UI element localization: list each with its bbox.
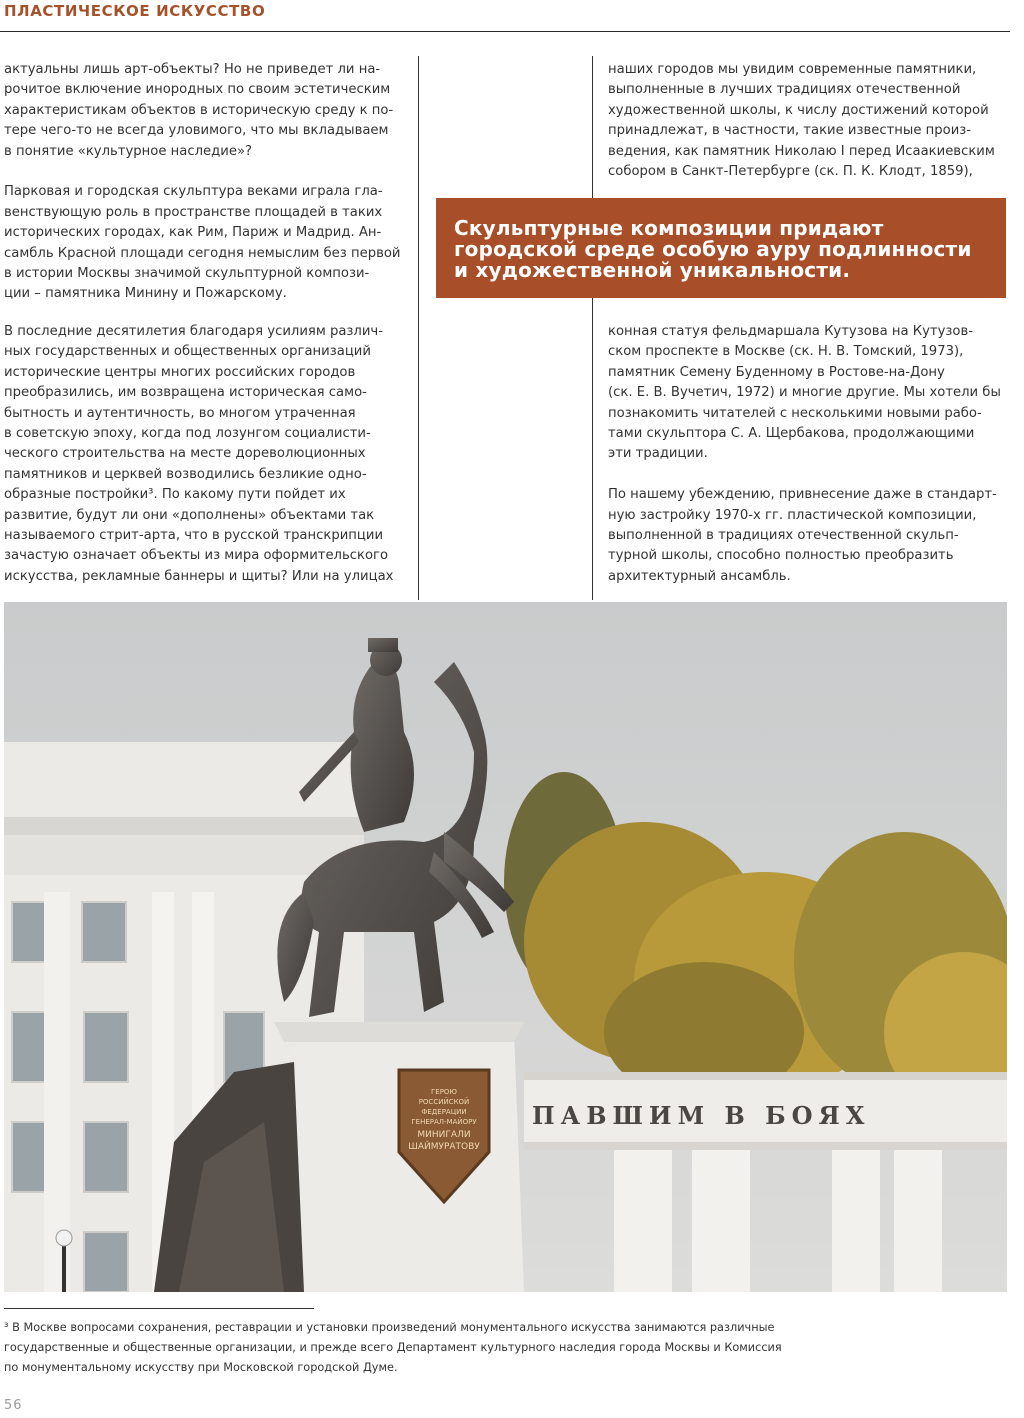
text-line: ческого строительства на месте дореволюционных: [4, 446, 366, 462]
column-rule-left: [418, 56, 419, 600]
page-header: [0, 0, 1024, 34]
footnote: [4, 1318, 1004, 1378]
monument-photo: [4, 602, 1007, 1292]
right-column-bottom: [608, 322, 1008, 587]
shield-text: МИНИГАЛИ: [417, 1130, 471, 1140]
pull-quote-line: Скульптурные композиции придают: [454, 216, 884, 240]
text-line: актуальны лишь арт-объекты? Но не приведет ли на-: [4, 62, 381, 77]
text-line: (ск. Е. В. Вучетич, 1972) и многие другие. Мы хотели бы: [608, 385, 1001, 401]
text-line: в понятие «культурное наследие»?: [4, 143, 253, 159]
text-line: принадлежат, в частности, такие известные произ-: [608, 123, 972, 139]
text-line: тере чего-то не всегда уловимого, что мы вкладываем: [4, 123, 389, 139]
page-number: 56: [4, 1398, 23, 1413]
text-line: развитие, будут ли они «дополнены» объектами так: [4, 507, 375, 523]
header-rule: [0, 31, 1010, 32]
text-line: памятников и церквей возводились безликие одно-: [4, 466, 367, 482]
text-line: ции – памятника Минину и Пожарскому.: [4, 286, 287, 302]
text-line: По нашему убеждению, привнесение даже в стандарт-: [608, 487, 997, 503]
text-line: искусства, рекламные баннеры и щиты? Или на улицах: [4, 568, 394, 584]
footnote-line: ³ В Москве вопросами сохранения, реставрации и установки произведений монументального искусства занимаются различные: [4, 1321, 775, 1334]
text-line: самбль Красной площади сегодня немыслим без первой: [4, 245, 401, 261]
text-line: эти традиции.: [608, 446, 708, 462]
text-line: зачастую означает объекты из мира оформительского: [4, 548, 389, 564]
text-line: Парковая и городская скульптура веками играла гла-: [4, 184, 383, 200]
colonnade-inscription: ПАВШИМ В БОЯХ: [532, 1101, 871, 1130]
text-line: собором в Санкт-Петербурге (ск. П. К. Клодт, 1859),: [608, 164, 973, 180]
footnote-line: государственные и общественные организации, и прежде всего Департамент культурного наследия города Москвы и Комиссия: [4, 1341, 782, 1354]
pull-quote: [436, 198, 1006, 298]
text-line: ных государственных и общественных организаций: [4, 344, 371, 360]
text-line: познакомить читателей с несколькими новыми рабо-: [608, 405, 982, 421]
shield-text: ГЕНЕРАЛ-МАЙОРУ: [411, 1118, 477, 1126]
text-line: выполненные в лучших традициях отечественной: [608, 82, 961, 98]
left-column-bottom: [4, 322, 409, 587]
text-line: преобразились, им возвращена историческая само-: [4, 385, 367, 401]
text-line: ском проспекте в Москве (ск. Н. В. Томский, 1973),: [608, 344, 964, 360]
monument-illustration: [4, 602, 1007, 1292]
pull-quote-line: и художественной уникальности.: [454, 258, 851, 282]
text-line: архитектурный ансамбль.: [608, 568, 791, 584]
shield-text: РОССИЙСКОЙ: [418, 1098, 470, 1106]
pull-quote-text: [454, 218, 999, 281]
shield-text: ШАЙМУРАТОВУ: [408, 1142, 480, 1152]
text-line: называемого стрит-арта, что в русской транскрипции: [4, 528, 384, 544]
shield-text: ФЕДЕРАЦИИ: [421, 1108, 467, 1116]
text-line: турной школы, способно полностью преобразить: [608, 548, 954, 564]
text-line: В последние десятилетия благодаря усилиям различ-: [4, 324, 383, 339]
left-column-top: [4, 60, 409, 305]
text-line: выполненной в традициях отечественной скульп-: [608, 528, 959, 544]
footnote-rule: [4, 1308, 314, 1309]
column-rule-right: [592, 56, 593, 600]
footnote-line: по монументальному искусству при Московской городской Думе.: [4, 1361, 398, 1374]
text-line: исторические центры многих российских городов: [4, 364, 356, 380]
text-line: в советскую эпоху, когда под лозунгом социалисти-: [4, 426, 371, 442]
text-line: ведения, как памятник Николаю I перед Исаакиевским: [608, 143, 995, 159]
text-line: ную застройку 1970-х гг. пластической композиции,: [608, 507, 977, 523]
text-line: тами скульптора С. А. Щербакова, продолжающими: [608, 426, 975, 442]
text-line: в истории Москвы значимой скульптурной компози-: [4, 266, 370, 282]
text-line: рочитое включение инородных по своим эстетическим: [4, 82, 391, 98]
text-line: исторических городах, как Рим, Париж и Мадрид. Ан-: [4, 225, 382, 241]
section-title: ПЛАСТИЧЕСКОЕ ИСКУССТВО: [4, 2, 266, 20]
text-line: бытность и аутентичность, во многом утраченная: [4, 405, 356, 421]
pull-quote-line: городской среде особую ауру подлинности: [454, 237, 972, 261]
text-line: образные постройки³. По какому пути пойдет их: [4, 487, 346, 503]
text-line: венствующую роль в пространстве площадей в таких: [4, 204, 383, 220]
paragraph-gap: [4, 162, 409, 182]
text-line: характеристикам объектов в историческую среду к по-: [4, 102, 394, 118]
text-line: памятник Семену Буденному в Ростове-на-Дону: [608, 364, 945, 380]
text-line: художественной школы, к числу достижений которой: [608, 102, 989, 118]
text-line: наших городов мы увидим современные памятники,: [608, 62, 977, 77]
right-column-top: [608, 60, 1008, 182]
shield-text: ГЕРОЮ: [431, 1088, 457, 1096]
paragraph-gap: [608, 465, 1008, 485]
text-line: конная статуя фельдмаршала Кутузова на Кутузов-: [608, 324, 974, 339]
